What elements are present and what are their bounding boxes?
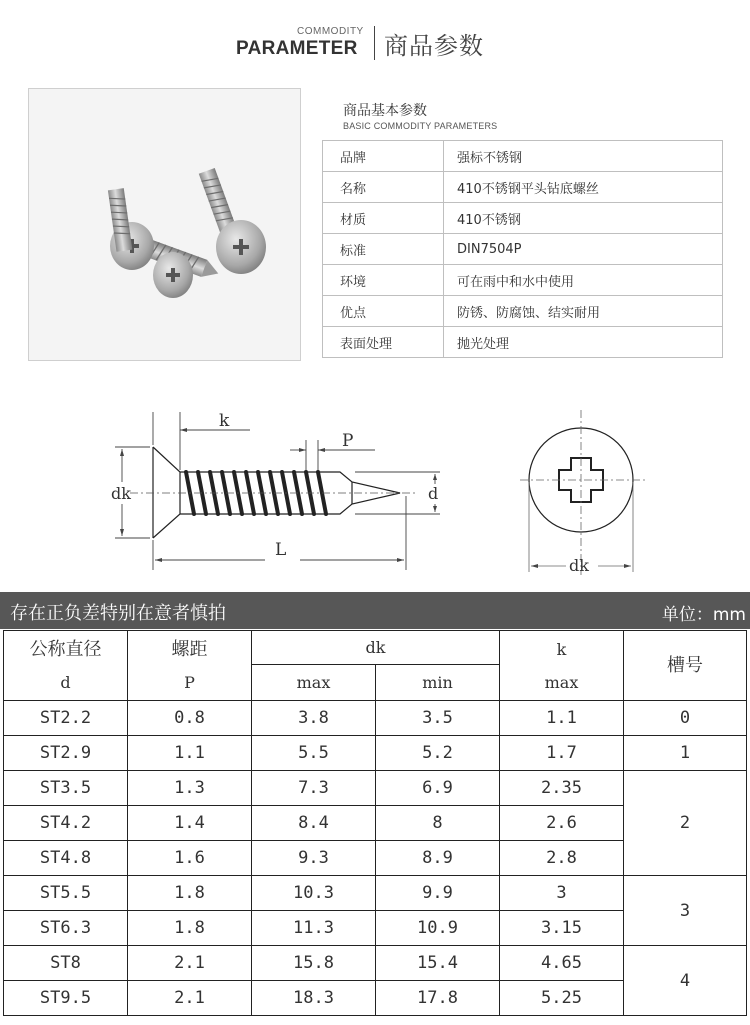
- cell-dkmax: 8.4: [252, 806, 376, 841]
- cell-dkmax: 3.8: [252, 701, 376, 736]
- param-key: 环境: [323, 265, 444, 296]
- header-k: [500, 631, 624, 701]
- label-d: d: [428, 484, 439, 503]
- cell-dkmax: 11.3: [252, 911, 376, 946]
- basic-params-table: [322, 140, 723, 358]
- header-nominal: [4, 631, 128, 701]
- table-row: [4, 736, 747, 771]
- label-p: P: [342, 431, 354, 451]
- param-value: 防锈、防腐蚀、结实耐用: [444, 296, 723, 327]
- cell-dkmax: 18.3: [252, 981, 376, 1016]
- cell-d: ST4.2: [4, 806, 128, 841]
- cell-p: 1.8: [128, 876, 252, 911]
- cell-dkmax: 5.5: [252, 736, 376, 771]
- label-k: k: [219, 411, 230, 431]
- cell-p: 1.8: [128, 911, 252, 946]
- basic-params-subtitle: BASIC COMMODITY PARAMETERS: [343, 121, 498, 131]
- header-nominal-sub: d: [60, 672, 71, 692]
- param-value: 410不锈钢: [444, 203, 723, 234]
- table-row: [323, 296, 723, 327]
- cell-k: 2.8: [500, 841, 624, 876]
- header-dk-min: min: [376, 665, 500, 701]
- table-row: [4, 701, 747, 736]
- cell-dkmax: 7.3: [252, 771, 376, 806]
- label-dk-left: dk: [111, 484, 131, 503]
- cell-slot: 1: [624, 736, 747, 771]
- cell-k: 3: [500, 876, 624, 911]
- table-row: [323, 265, 723, 296]
- cell-dkmax: 15.8: [252, 946, 376, 981]
- table-row: [323, 234, 723, 265]
- cell-p: 1.1: [128, 736, 252, 771]
- tolerance-notice: 存在正负差特别在意者慎拍: [10, 603, 226, 624]
- table-row: [323, 203, 723, 234]
- header-cn-title: 商品参数: [384, 32, 484, 60]
- cell-k: 2.35: [500, 771, 624, 806]
- cell-slot: 2: [624, 771, 747, 876]
- header-en-small: COMMODITY: [297, 26, 364, 37]
- cell-d: ST2.2: [4, 701, 128, 736]
- label-l: L: [275, 540, 287, 560]
- header-pitch: [128, 631, 252, 701]
- param-value: 可在雨中和水中使用: [444, 265, 723, 296]
- header-en-title: PARAMETER: [236, 38, 358, 59]
- header-divider: [374, 26, 375, 60]
- notice-bar: [0, 592, 750, 629]
- param-key: 品牌: [323, 141, 444, 172]
- header-nominal-label: 公称直径: [29, 638, 102, 660]
- product-photo: [28, 88, 301, 361]
- cell-d: ST3.5: [4, 771, 128, 806]
- header-k-label: k: [556, 639, 567, 659]
- cell-dkmax: 9.3: [252, 841, 376, 876]
- table-row: [323, 172, 723, 203]
- spec-table: [3, 630, 747, 1016]
- cell-dkmin: 15.4: [376, 946, 500, 981]
- cell-d: ST5.5: [4, 876, 128, 911]
- section-header: [0, 22, 750, 66]
- header-dk: dk: [252, 631, 500, 665]
- table-row: [323, 141, 723, 172]
- table-row: [323, 327, 723, 358]
- param-key: 优点: [323, 296, 444, 327]
- label-dk-bottom: dk: [569, 556, 589, 575]
- cell-k: 4.65: [500, 946, 624, 981]
- cell-d: ST9.5: [4, 981, 128, 1016]
- cell-dkmin: 9.9: [376, 876, 500, 911]
- cell-p: 0.8: [128, 701, 252, 736]
- cell-p: 1.4: [128, 806, 252, 841]
- header-pitch-label: 螺距: [171, 638, 208, 660]
- param-value: 强标不锈钢: [444, 141, 723, 172]
- cell-d: ST2.9: [4, 736, 128, 771]
- cell-k: 2.6: [500, 806, 624, 841]
- cell-slot: 3: [624, 876, 747, 946]
- param-key: 表面处理: [323, 327, 444, 358]
- cell-slot: 0: [624, 701, 747, 736]
- param-value: DIN7504P: [444, 234, 723, 265]
- header-pitch-sub: P: [184, 672, 195, 692]
- cell-dkmin: 6.9: [376, 771, 500, 806]
- cell-k: 1.7: [500, 736, 624, 771]
- header-k-max: max: [544, 672, 579, 692]
- param-value: 410不锈钢平头钻底螺丝: [444, 172, 723, 203]
- cell-slot: 4: [624, 946, 747, 1016]
- cell-p: 1.6: [128, 841, 252, 876]
- cell-dkmin: 8.9: [376, 841, 500, 876]
- param-value: 抛光处理: [444, 327, 723, 358]
- cell-d: ST6.3: [4, 911, 128, 946]
- basic-params-title: 商品基本参数: [343, 103, 427, 119]
- param-key: 材质: [323, 203, 444, 234]
- cell-k: 3.15: [500, 911, 624, 946]
- param-key: 名称: [323, 172, 444, 203]
- table-header-row: [4, 631, 747, 665]
- screw-drawing: [100, 400, 660, 585]
- table-row: [4, 876, 747, 911]
- unit-label: 单位：mm: [661, 605, 746, 625]
- cell-d: ST4.8: [4, 841, 128, 876]
- table-row: [4, 946, 747, 981]
- header-dk-max: max: [252, 665, 376, 701]
- cell-p: 2.1: [128, 946, 252, 981]
- header-slot: 槽号: [624, 631, 747, 701]
- cell-d: ST8: [4, 946, 128, 981]
- table-row: [4, 771, 747, 806]
- cell-dkmin: 10.9: [376, 911, 500, 946]
- cell-k: 5.25: [500, 981, 624, 1016]
- cell-p: 1.3: [128, 771, 252, 806]
- cell-dkmin: 5.2: [376, 736, 500, 771]
- cell-dkmin: 8: [376, 806, 500, 841]
- cell-dkmin: 17.8: [376, 981, 500, 1016]
- cell-k: 1.1: [500, 701, 624, 736]
- screws-image: [29, 89, 300, 360]
- param-key: 标准: [323, 234, 444, 265]
- cell-p: 2.1: [128, 981, 252, 1016]
- cell-dkmin: 3.5: [376, 701, 500, 736]
- cell-dkmax: 10.3: [252, 876, 376, 911]
